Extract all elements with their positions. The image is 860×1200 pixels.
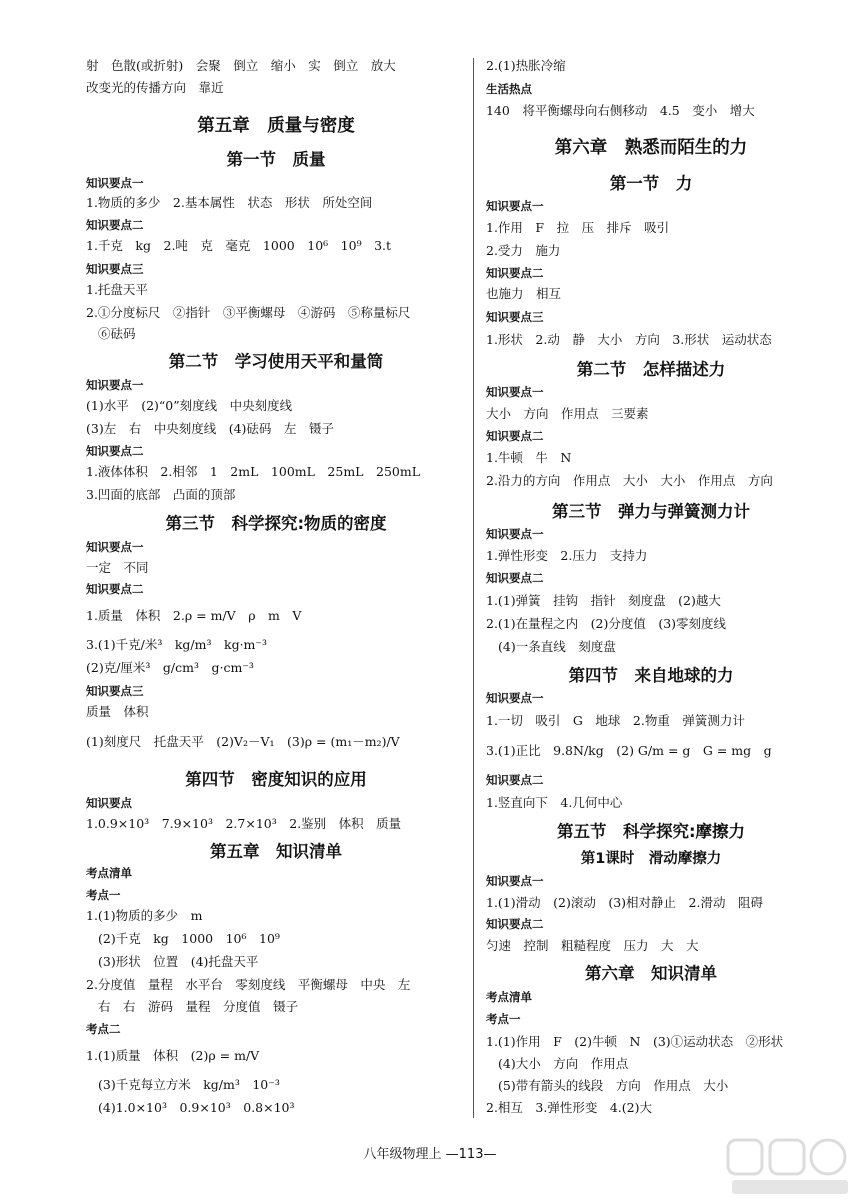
chapter-6-title: 第六章 熟悉而陌生的力 [554,138,748,158]
knowledge-label: 知识要点一 [486,385,544,399]
text-line: (1)水平 (2)“0”刻度线 中央刻度线 [86,398,293,413]
section-title: 第三节 科学探究:物质的密度 [165,514,387,533]
text-line: 1.(1)物质的多少 m [86,908,203,923]
knowledge-label: 知识要点一 [486,691,544,705]
knowledge-label: 考点一 [86,888,121,902]
text-line: (4)1.0×10³ 0.9×10³ 0.8×10³ [98,1100,295,1115]
section-title: 第六章 知识清单 [585,964,717,983]
knowledge-label: 知识要点一 [486,199,544,213]
section-title: 第三节 弹力与弹簧测力计 [552,502,750,521]
text-line: 1.牛顿 牛 N [486,450,572,465]
text-line: 一定 不同 [86,560,149,575]
text-line: 也施力 相互 [486,286,562,301]
knowledge-label: 知识要点二 [486,266,544,280]
text-line: 3.(1)千克/米³ kg/m³ kg·m⁻³ [86,637,268,652]
lesson-title: 第1课时 滑动摩擦力 [580,851,722,867]
text-line: 1.液体体积 2.相邻 1 2mL 100mL 25mL 250mL [86,464,420,479]
knowledge-label: 知识要点一 [86,540,144,554]
text-line: 大小 方向 作用点 三要素 [486,406,649,421]
text-line: 1.竖直向下 4.几何中心 [486,795,623,810]
section-title: 第二节 学习使用天平和量筒 [168,352,384,371]
knowledge-label: 考点一 [486,1012,521,1026]
knowledge-label: 知识要点二 [486,429,544,443]
section-title: 第五章 知识清单 [210,842,342,861]
text-line: 改变光的传播方向 靠近 [86,80,224,95]
text-line: 1.弹性形变 2.压力 支持力 [486,548,648,563]
knowledge-label: 考点清单 [86,866,132,880]
text-line: 1.(1)作用 F (2)牛顿 N (3)①运动状态 ②形状 [486,1034,784,1049]
knowledge-label: 知识要点二 [486,571,544,585]
text-line: 2.相互 3.弹性形变 4.(2)大 [486,1100,652,1115]
text-line: 2.沿力的方向 作用点 大小 大小 作用点 方向 [486,473,773,488]
text-line: 1.一切 吸引 G 地球 2.物重 弹簧测力计 [486,713,745,728]
knowledge-label: 考点清单 [486,990,532,1004]
section-title: 第二节 怎样描述力 [576,360,726,379]
section-title: 第一节 质量 [226,150,326,169]
knowledge-label: 知识要点三 [86,262,144,276]
text-line: 1.(1)质量 体积 (2)ρ = m/V [86,1048,260,1063]
chapter-5-title: 第五章 质量与密度 [197,116,355,136]
text-line: 射 色散(或折射) 会聚 倒立 缩小 实 倒立 放大 [86,58,396,73]
knowledge-label: 知识要点二 [86,582,144,596]
text-line: 2.①分度标尺 ②指针 ③平衡螺母 ④游码 ⑤称量标尺 [86,305,411,320]
text-line: 140 将平衡螺母向右侧移动 4.5 变小 增大 [486,103,755,118]
text-line: 1.千克 kg 2.吨 克 毫克 1000 10⁶ 10⁹ 3.t [86,238,392,253]
page-footer: 八年级物理上 —113— [363,1147,497,1162]
knowledge-label: 知识要点三 [486,310,544,324]
text-line: (3)千克每立方米 kg/m³ 10⁻³ [98,1077,280,1092]
section-title: 第四节 来自地球的力 [568,666,734,685]
text-line: 3.凹面的底部 凸面的顶部 [86,487,236,502]
text-line: 右 右 游码 量程 分度值 镊子 [98,999,299,1014]
text-line: (4)大小 方向 作用点 [498,1056,629,1071]
section-title: 第五节 科学探究:摩擦力 [556,822,746,841]
text-line: 1.(1)弹簧 挂钩 指针 刻度盘 (2)越大 [486,593,721,608]
text-line: 1.形状 2.动 静 大小 方向 3.形状 运动状态 [486,332,772,347]
text-line: (4)一条直线 刻度盘 [498,639,616,654]
column-divider [473,58,474,1118]
knowledge-label: 知识要点一 [486,874,544,888]
text-line: 3.(1)正比 9.8N/kg (2) G/m = g G = mg g [486,743,772,758]
text-line: 质量 体积 [86,704,149,719]
knowledge-label: 知识要点 [86,796,132,810]
text-line: (2)克/厘米³ g/cm³ g·cm⁻³ [86,660,254,675]
text-line: 1.托盘天平 [86,282,148,297]
text-line: (2)千克 kg 1000 10⁶ 10⁹ [98,931,280,946]
knowledge-label: 知识要点一 [86,176,144,190]
text-line: 1.0.9×10³ 7.9×10³ 2.7×10³ 2.鉴别 体积 质量 [86,816,402,831]
knowledge-label: 知识要点二 [486,917,544,931]
section-title: 第一节 力 [609,174,693,193]
text-line: 2.受力 施力 [486,243,561,258]
knowledge-label: 知识要点二 [486,773,544,787]
text-line: 2.(1)热胀冷缩 [486,58,566,73]
text-line: 2.(1)在量程之内 (2)分度值 (3)零刻度线 [486,616,727,631]
text-line: 2.分度值 量程 水平台 零刻度线 平衡螺母 中央 左 [86,977,411,992]
watermark-logo [724,1134,854,1198]
knowledge-label: 知识要点一 [86,378,144,392]
text-line: 1.物质的多少 2.基本属性 状态 形状 所处空间 [86,195,373,210]
text-line: (5)带有箭头的线段 方向 作用点 大小 [498,1078,729,1093]
knowledge-label: 知识要点二 [86,218,144,232]
knowledge-label: 知识要点一 [486,527,544,541]
knowledge-label: 知识要点二 [86,444,144,458]
text-line: (3)形状 位置 (4)托盘天平 [98,954,259,969]
section-title: 第四节 密度知识的应用 [185,770,367,789]
text-line: 匀速 控制 粗糙程度 压力 大 大 [486,938,699,953]
text-line: (3)左 右 中央刻度线 (4)砝码 左 镊子 [86,421,334,436]
knowledge-label: 生活热点 [486,82,532,96]
text-line: (1)刻度尺 托盘天平 (2)V₂－V₁ (3)ρ = (m₁－m₂)/V [86,734,400,749]
text-line: ⑥砝码 [98,326,136,341]
knowledge-label: 考点二 [86,1022,121,1036]
knowledge-label: 知识要点三 [86,684,144,698]
text-line: 1.(1)滑动 (2)滚动 (3)相对静止 2.滑动 阻碍 [486,895,763,910]
text-line: 1.质量 体积 2.ρ = m/V ρ m V [86,608,302,623]
text-line: 1.作用 F 拉 压 排斥 吸引 [486,220,670,235]
